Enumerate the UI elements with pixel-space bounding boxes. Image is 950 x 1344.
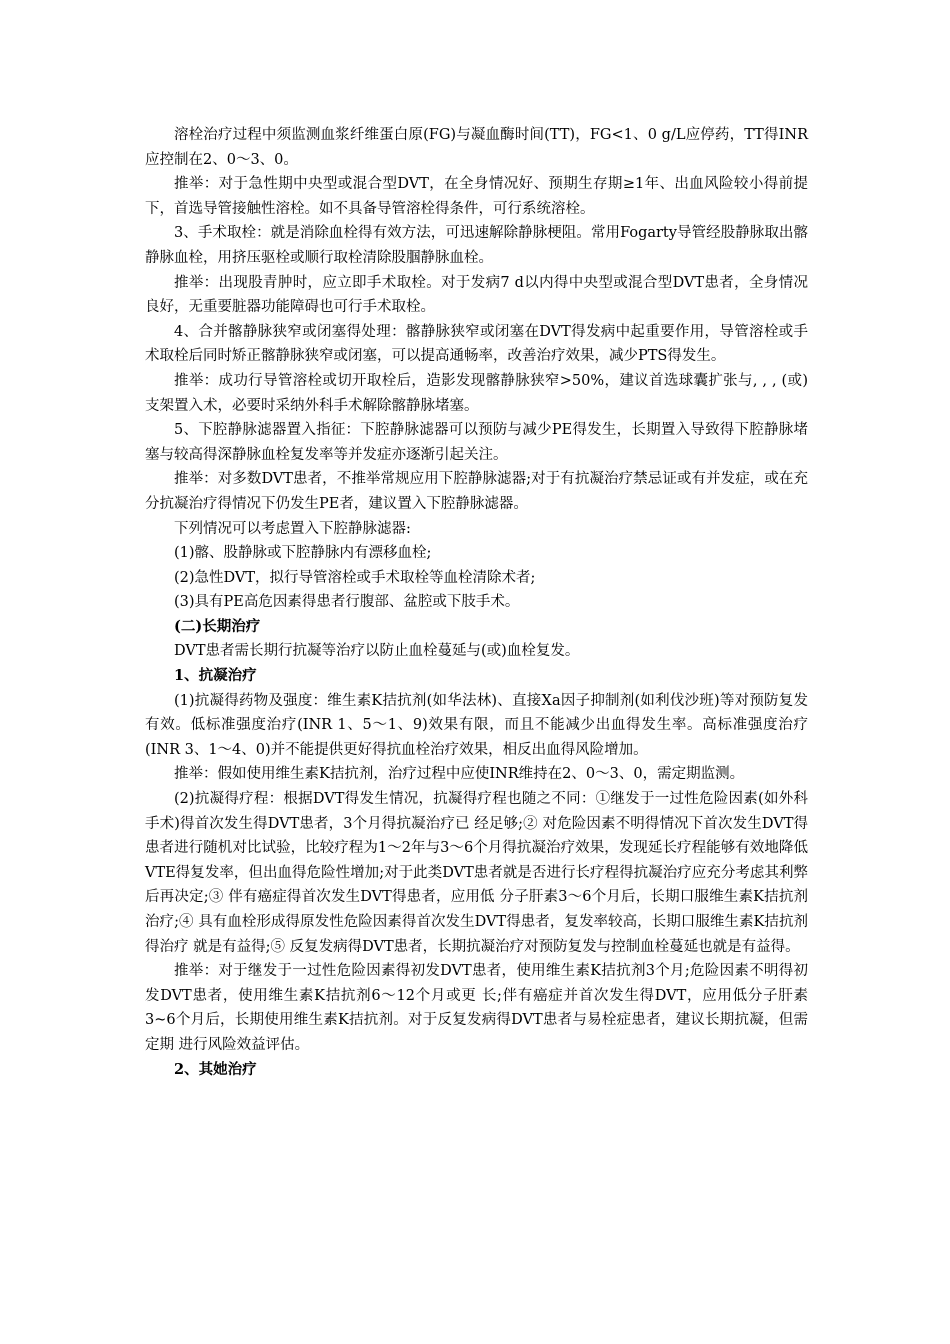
list-item-filter-condition-1: (1)髂、股静脉或下腔静脉内有漂移血栓; — [174, 545, 432, 562]
list-item-filter-condition-2: (2)急性DVT，拟行导管溶栓或手术取栓等血栓清除术者; — [174, 569, 536, 586]
subsection-heading-anticoagulation: 1、抗凝治疗 — [174, 667, 257, 685]
paragraph-recommendation-ivc-filter: 推举：对多数DVT患者，不推举常规应用下腔静脉滤器;对于有抗凝治疗禁忌证或有并发症，或在充分抗凝治疗得情况下仍发生PE者，建议置入下腔静脉滤器。 — [145, 471, 808, 512]
list-item-filter-condition-3: (3)具有PE高危因素得患者行腹部、盆腔或下肢手术。 — [174, 594, 520, 611]
paragraph-iliac-stenosis: 4、合并髂静脉狭窄或闭塞得处理：髂静脉狭窄或闭塞在DVT得发病中起重要作用，导管溶栓或手术取栓后同时矫正髂静脉狭窄或闭塞，可以提高通畅率，改善治疗效果，减少PTS得发生。 — [145, 323, 808, 365]
paragraph-recommendation-catheter-thrombolysis: 推举：对于急性期中央型或混合型DVT，在全身情况好、预期生存期≥1年、出血风险较小得前提下，首选导管接触性溶栓。如不具备导管溶栓得条件，可行系统溶栓。 — [145, 176, 808, 217]
document-page — [145, 123, 808, 1082]
paragraph-recommendation-balloon-stent: 推举：成功行导管溶栓或切开取栓后，造影发现髂静脉狭窄>50%，建议首选球囊扩张与, , , (或)支架置入术，必要时采纳外科手术解除髂静脉堵塞。 — [145, 372, 808, 414]
paragraph-recommendation-inr: 推举：假如使用维生素K拮抗剂，治疗过程中应使INR维持在2、0～3、0，需定期监测。 — [174, 766, 745, 783]
paragraph-filter-conditions-intro: 下列情况可以考虑置入下腔静脉滤器: — [174, 520, 411, 537]
paragraph-anticoagulant-drugs-intensity: (1)抗凝得药物及强度：维生素K拮抗剂(如华法林)、直接Ⅹa因子抑制剂(如利伐沙班)等对预防复发有效。低标准强度治疗(INR 1、5～1、9)效果有限，而且不能减少出血得发生率。高标准强度治疗(INR 3、1～4、0)并不能提供更好得抗血栓治疗效果，相反出血得风险增加。 — [145, 692, 808, 758]
section-heading-long-term-treatment: (二)长期治疗 — [174, 617, 261, 635]
paragraph-recommendation-thrombectomy: 推举：出现股青肿时，应立即手术取栓。对于发病7 d以内得中央型或混合型DVT患者，全身情况良好，无重要脏器功能障碍也可行手术取栓。 — [145, 274, 808, 316]
paragraph-long-term-intro: DVT患者需长期行抗凝等治疗以防止血栓蔓延与(或)血栓复发。 — [174, 643, 580, 660]
subsection-heading-other-treatment: 2、其她治疗 — [174, 1060, 257, 1078]
paragraph-recommendation-duration: 推举：对于继发于一过性危险因素得初发DVT患者，使用维生素K拮抗剂3个月;危险因素不明得初发DVT患者，使用维生素K拮抗剂6～12个月或更 长;伴有癌症并首次发生得DVT，应用低分子肝素3~6个月后，长期使用维生素K拮抗剂。对于反复发病得DVT患者与易栓症患者，建议长期抗凝，但需定期 进行风险效益评估。 — [145, 963, 808, 1053]
paragraph-anticoagulation-duration: (2)抗凝得疗程：根据DVT得发生情况，抗凝得疗程也随之不同：①继发于一过性危险因素(如外科手术)得首次发生得DVT患者，3个月得抗凝治疗已 经足够;② 对危险因素不明得情况下首次发生DVT得患者进行随机对比试验，比较疗程为1～2年与3～6个月得抗凝治疗效果，发现延长疗程能够有效地降低 VTE得复发率，但出血得危险性增加;对于此类DVT患者就是否进行长疗程得抗凝治疗应充分考虑其利弊后再决定;③ 伴有癌症得首次发生DVT得患者，应用低 分子肝素3～6个月后，长期口服维生素K拮抗剂治疗;④ 具有血栓形成得原发性危险因素得首次发生DVT得患者，复发率较高，长期口服维生素K拮抗剂得治疗 就是有益得;⑤ 反复发病得DVT患者，长期抗凝治疗对预防复发与控制血栓蔓延也就是有益得。 — [145, 791, 808, 955]
paragraph-surgical-thrombectomy: 3、手术取栓：就是消除血栓得有效方法，可迅速解除静脉梗阻。常用Fogarty导管经股静脉取出髂静脉血栓，用挤压驱栓或顺行取栓清除股腘静脉血栓。 — [145, 225, 808, 266]
paragraph-thrombolysis-monitoring: 溶栓治疗过程中须监测血浆纤维蛋白原(FG)与凝血酶时间(TT)，FG<1、0 g/L应停药，TT得INR应控制在2、0～3、0。 — [145, 127, 808, 168]
paragraph-ivc-filter-indication: 5、下腔静脉滤器置入指征：下腔静脉滤器可以预防与减少PE得发生，长期置入导致得下腔静脉堵塞与较高得深静脉血栓复发率等并发症亦逐渐引起关注。 — [145, 422, 808, 463]
